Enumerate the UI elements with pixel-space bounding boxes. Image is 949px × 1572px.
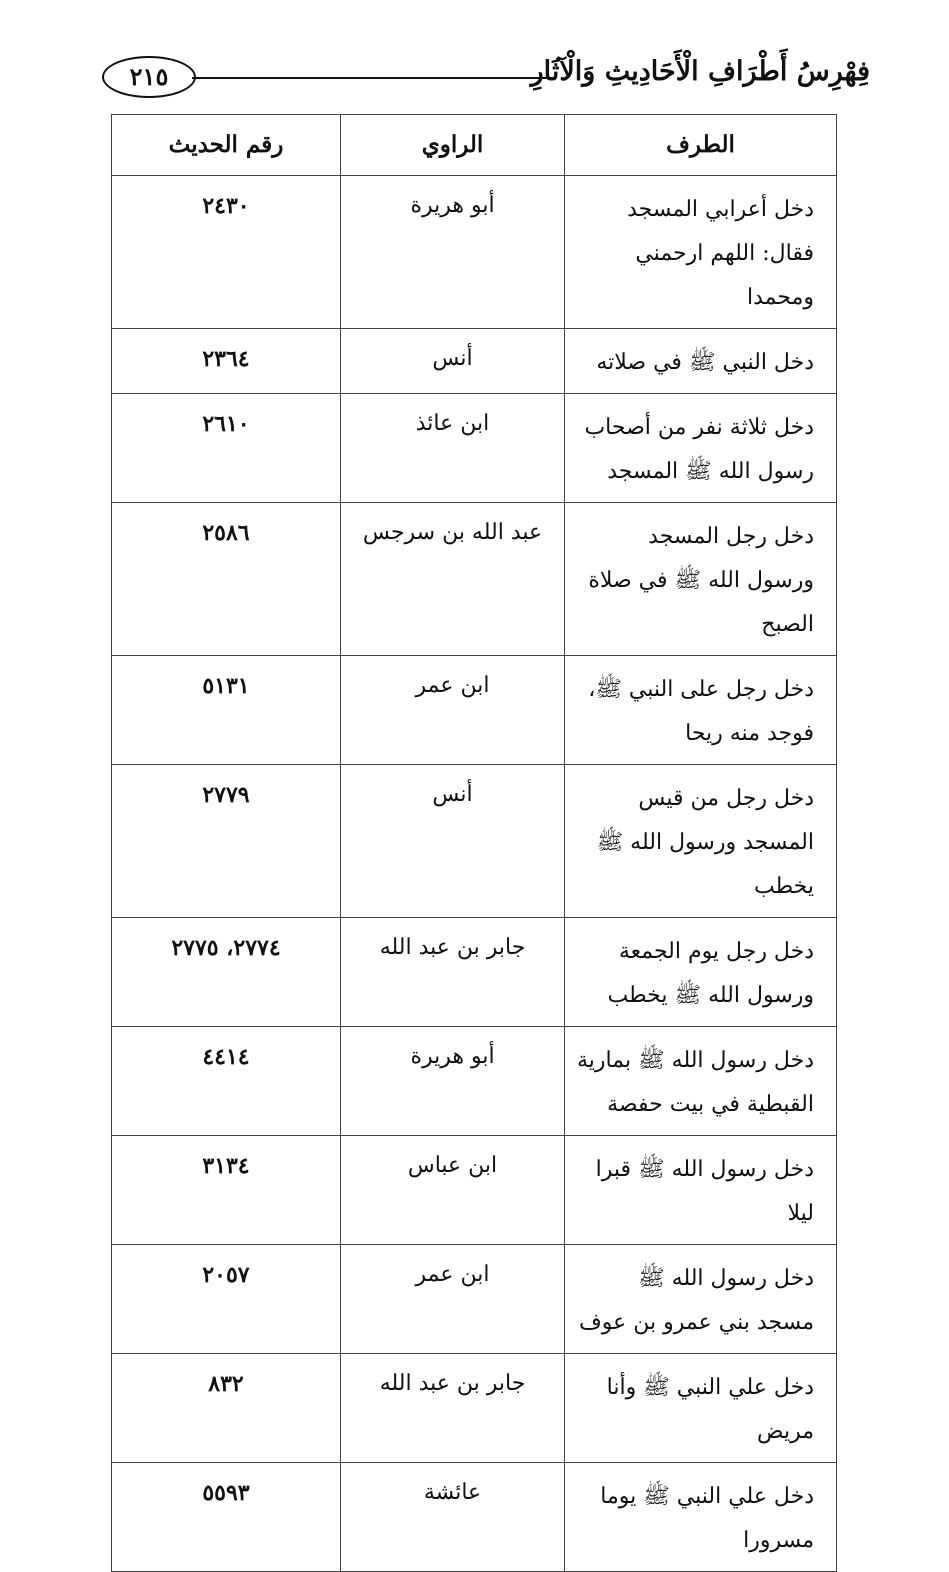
hadith-number: ٢٦١٠ — [112, 394, 341, 503]
hadith-number: ٥١٣١ — [112, 656, 341, 765]
hadith-index-table — [111, 114, 837, 1572]
hadith-number: ٢٤٣٠ — [112, 176, 341, 329]
hadith-text: دخل رجل على النبي ﷺ، فوجد منه ريحا — [565, 656, 837, 765]
page-number: ٢١٥ — [102, 56, 196, 98]
hadith-text: دخل رجل من قيس المسجد ورسول الله ﷺ يخطب — [565, 765, 837, 918]
hadith-number: ٢٧٧٩ — [112, 765, 341, 918]
narrator-text: ابن عمر — [341, 1245, 565, 1354]
hadith-text: دخل رجل يوم الجمعة ورسول الله ﷺ يخطب — [565, 918, 837, 1027]
narrator-text: ابن عمر — [341, 656, 565, 765]
table-header-row — [112, 115, 837, 176]
table-row — [112, 503, 837, 656]
hadith-text: دخل رسول الله ﷺ قبرا ليلا — [565, 1136, 837, 1245]
narrator-text: عبد الله بن سرجس — [341, 503, 565, 656]
hadith-text: دخل علي النبي ﷺ يوما مسرورا — [565, 1463, 837, 1572]
table-row — [112, 656, 837, 765]
hadith-text: دخل أعرابي المسجد فقال: اللهم ارحمني ومحمدا — [565, 176, 837, 329]
table-row — [112, 918, 837, 1027]
hadith-text: دخل رسول الله ﷺ بمارية القبطية في بيت حفصة — [565, 1027, 837, 1136]
table-row — [112, 1354, 837, 1463]
hadith-text: دخل رسول الله ﷺ مسجد بني عمرو بن عوف — [565, 1245, 837, 1354]
table-row — [112, 1463, 837, 1572]
header-rule — [192, 77, 552, 79]
hadith-number: ٢٥٨٦ — [112, 503, 341, 656]
table-body — [112, 176, 837, 1572]
narrator-text: جابر بن عبد الله — [341, 1354, 565, 1463]
hadith-number: ٣١٣٤ — [112, 1136, 341, 1245]
hadith-text: دخل ثلاثة نفر من أصحاب رسول الله ﷺ المسجد — [565, 394, 837, 503]
hadith-number: ٥٥٩٣ — [112, 1463, 341, 1572]
hadith-text: دخل رجل المسجد ورسول الله ﷺ في صلاة الصبح — [565, 503, 837, 656]
narrator-text: ابن عباس — [341, 1136, 565, 1245]
hadith-number: ٤٤١٤ — [112, 1027, 341, 1136]
hadith-number: ٨٣٢ — [112, 1354, 341, 1463]
column-header-number: رقم الحديث — [112, 115, 341, 176]
column-header-hadith: الطرف — [565, 115, 837, 176]
narrator-text: أبو هريرة — [341, 1027, 565, 1136]
hadith-number: ٢٧٧٤، ٢٧٧٥ — [112, 918, 341, 1027]
hadith-text: دخل علي النبي ﷺ وأنا مريض — [565, 1354, 837, 1463]
table-row — [112, 765, 837, 918]
narrator-text: أنس — [341, 765, 565, 918]
table-row — [112, 1136, 837, 1245]
column-header-narrator: الراوي — [341, 115, 565, 176]
page-header — [100, 52, 870, 102]
table-row — [112, 1027, 837, 1136]
table-row — [112, 176, 837, 329]
hadith-number: ٢٣٦٤ — [112, 329, 341, 394]
narrator-text: أبو هريرة — [341, 176, 565, 329]
table-row — [112, 394, 837, 503]
page-title: فِهْرِسُ أَطْرَافِ الْأَحَادِيثِ وَالْآثَارِ — [530, 56, 870, 87]
hadith-text: دخل النبي ﷺ في صلاته — [565, 329, 837, 394]
narrator-text: عائشة — [341, 1463, 565, 1572]
table-row — [112, 329, 837, 394]
narrator-text: أنس — [341, 329, 565, 394]
narrator-text: جابر بن عبد الله — [341, 918, 565, 1027]
hadith-number: ٢٠٥٧ — [112, 1245, 341, 1354]
narrator-text: ابن عائذ — [341, 394, 565, 503]
table-row — [112, 1245, 837, 1354]
